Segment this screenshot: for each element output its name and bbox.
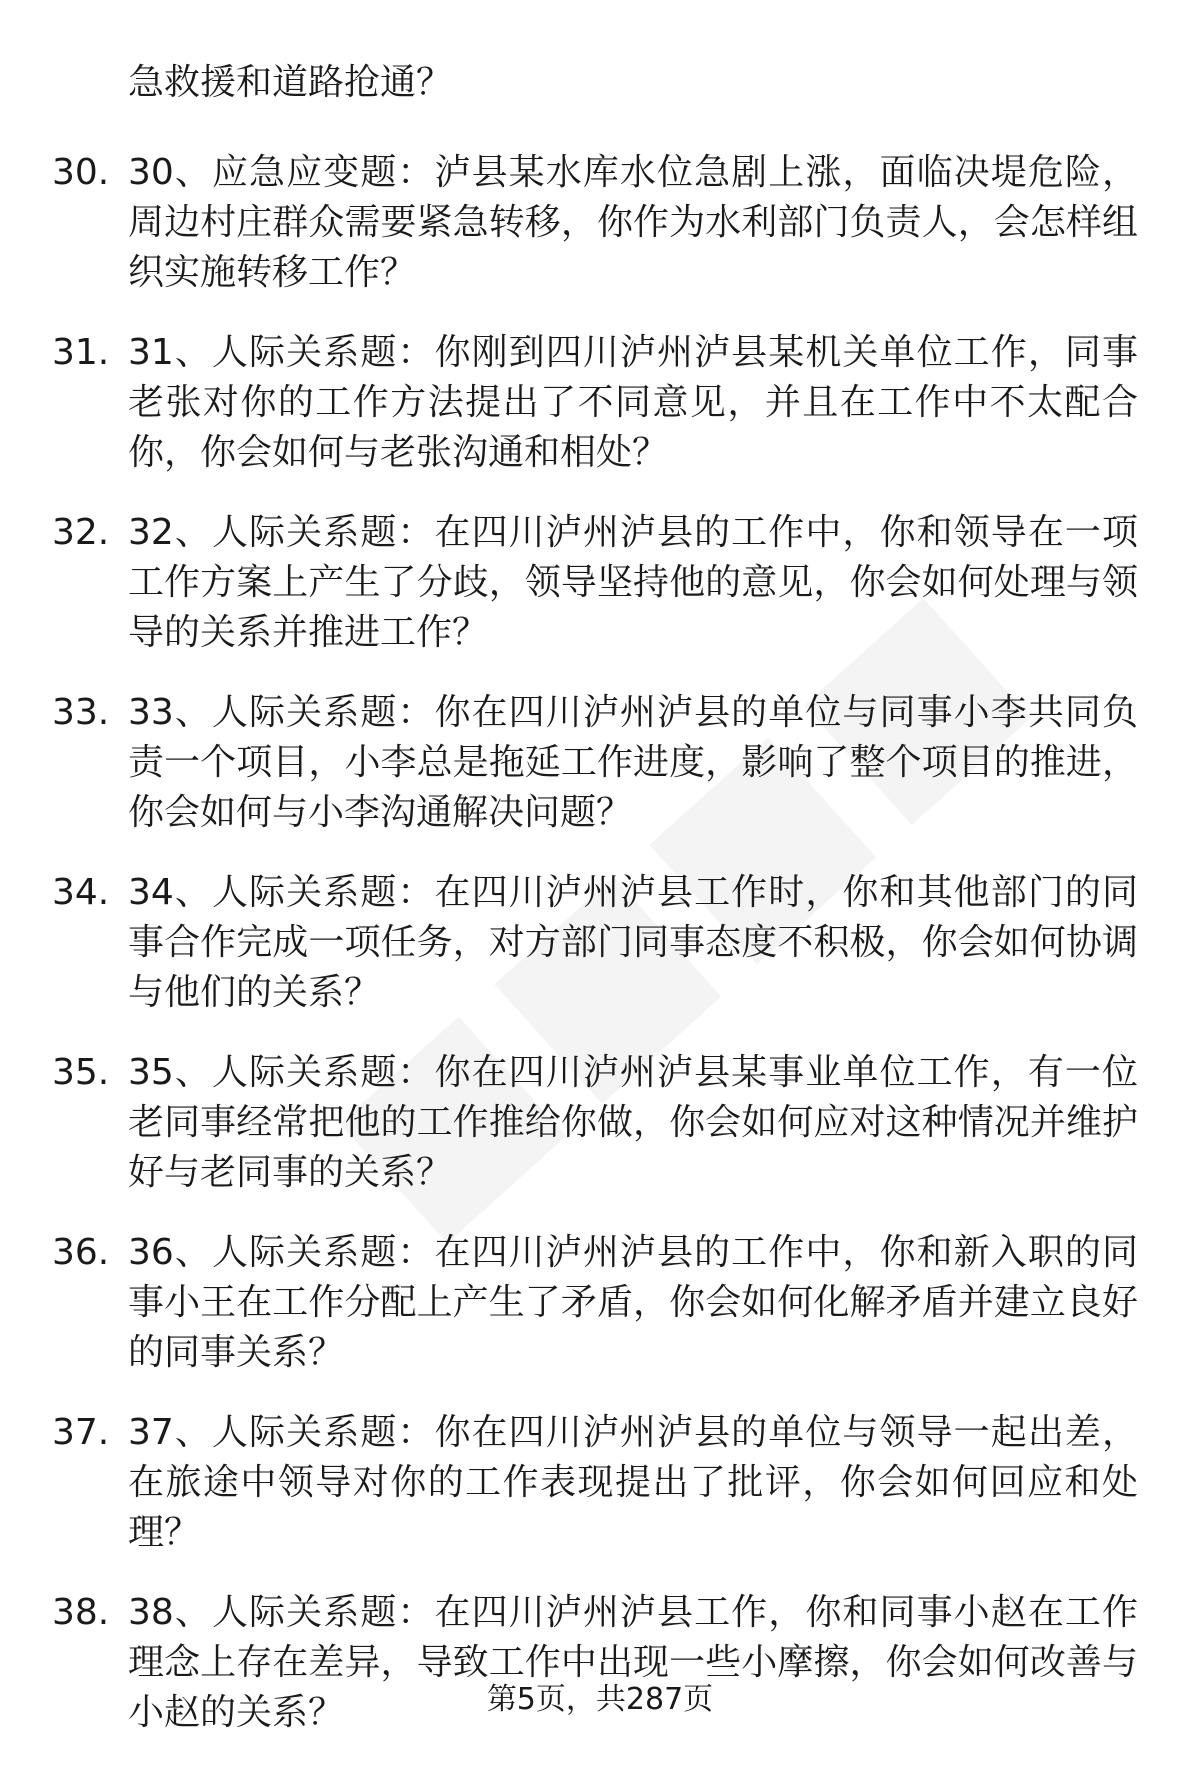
question-number: 30.	[52, 152, 110, 193]
question-item	[0, 328, 1200, 478]
question-number: 35.	[52, 1052, 110, 1093]
continuation-text: 急救援和道路抢通？	[128, 62, 453, 103]
question-item	[0, 508, 1200, 658]
question-item	[0, 688, 1200, 838]
question-text: 34、人际关系题：在四川泸州泸县工作时，你和其他部门的同事合作完成一项任务，对方部门同事态度不积极，你会如何协调与他们的关系？	[128, 872, 1138, 1013]
question-text: 32、人际关系题：在四川泸州泸县的工作中，你和领导在一项工作方案上产生了分歧，领导坚持他的意见，你会如何处理与领导的关系并推进工作？	[128, 512, 1138, 653]
question-list	[0, 148, 1200, 1768]
question-number: 37.	[52, 1412, 110, 1453]
question-text: 37、人际关系题：你在四川泸州泸县的单位与领导一起出差，在旅途中领导对你的工作表现提出了批评，你会如何回应和处理？	[128, 1412, 1138, 1553]
question-text: 33、人际关系题：你在四川泸州泸县的单位与同事小李共同负责一个项目，小李总是拖延工作进度，影响了整个项目的推进，你会如何与小李沟通解决问题？	[128, 692, 1138, 833]
page-footer: 第5页，共287页	[486, 1682, 714, 1717]
question-text: 30、应急应变题：泸县某水库水位急剧上涨，面临决堤危险，周边村庄群众需要紧急转移，你作为水利部门负责人，会怎样组织实施转移工作？	[128, 152, 1138, 293]
question-number: 33.	[52, 692, 110, 733]
question-text: 38、人际关系题：在四川泸州泸县工作，你和同事小赵在工作理念上存在差异，导致工作中出现一些小摩擦，你会如何改善与小赵的关系？	[128, 1592, 1138, 1733]
question-number: 31.	[52, 332, 110, 373]
question-number: 36.	[52, 1232, 110, 1273]
question-item	[0, 1048, 1200, 1198]
question-text: 35、人际关系题：你在四川泸州泸县某事业单位工作，有一位老同事经常把他的工作推给你做，你会如何应对这种情况并维护好与老同事的关系？	[128, 1052, 1138, 1193]
question-item	[0, 868, 1200, 1018]
question-number: 32.	[52, 512, 110, 553]
question-text: 31、人际关系题：你刚到四川泸州泸县某机关单位工作，同事老张对你的工作方法提出了不同意见，并且在工作中不太配合你，你会如何与老张沟通和相处？	[128, 332, 1138, 473]
question-item	[0, 148, 1200, 298]
question-text: 36、人际关系题：在四川泸州泸县的工作中，你和新入职的同事小王在工作分配上产生了矛盾，你会如何化解矛盾并建立良好的同事关系？	[128, 1232, 1138, 1373]
question-number: 38.	[52, 1592, 110, 1633]
question-item	[0, 1228, 1200, 1378]
question-item	[0, 1408, 1200, 1558]
question-number: 34.	[52, 872, 110, 913]
